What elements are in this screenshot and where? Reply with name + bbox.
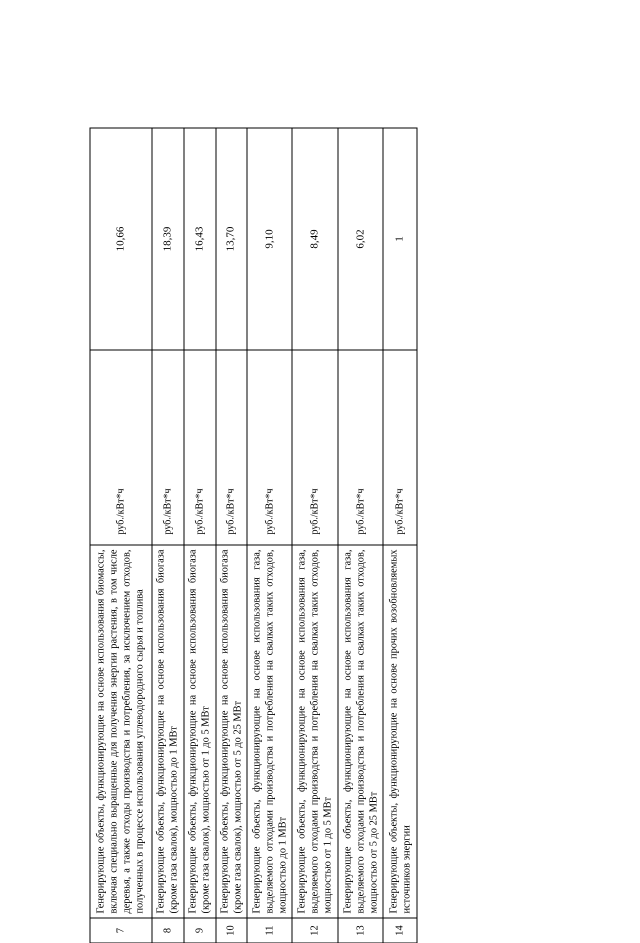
table-row <box>152 128 184 943</box>
row-number: 12 <box>292 918 337 943</box>
row-value: 10,66 <box>90 128 152 350</box>
table-row <box>184 128 215 943</box>
row-description: Генерирующие объекты, функционирующие на основе использования биомассы, включая специально выращенные для получения энергии растения, в том числе деревья, а также отходы производства и потребления, за исключением отходов, полученных в процессе использования углеводородного сырья и топлива <box>90 545 152 918</box>
row-number: 14 <box>383 918 417 943</box>
row-number: 7 <box>90 918 152 943</box>
table-row <box>292 128 337 943</box>
table-row <box>90 128 152 943</box>
row-description: Генерирующие объекты, функционирующие на основе использования газа, выделяемого отходами производства и потребления на свалках таких отходов, мощностью от 1 до 5 МВт <box>292 545 337 918</box>
row-description: Генерирующие объекты, функционирующие на основе использования биогаза (кроме газа свалок), мощностью от 1 до 5 МВт <box>184 545 215 918</box>
row-description: Генерирующие объекты, функционирующие на основе использования биогаза (кроме газа свалок), мощностью от 5 до 25 МВт <box>216 545 247 918</box>
table-row <box>216 128 247 943</box>
row-value: 8,49 <box>292 128 337 350</box>
row-unit: руб./кВт*ч <box>338 350 383 545</box>
row-unit: руб./кВт*ч <box>292 350 337 545</box>
row-value: 13,70 <box>216 128 247 350</box>
row-number: 8 <box>152 918 184 943</box>
row-unit: руб./кВт*ч <box>383 350 417 545</box>
table-row <box>383 128 417 943</box>
row-value: 18,39 <box>152 128 184 350</box>
rotated-table-wrapper <box>90 158 418 943</box>
row-number: 10 <box>216 918 247 943</box>
row-description: Генерирующие объекты, функционирующие на основе прочих возобновляемых источников энергии <box>383 545 417 918</box>
row-unit: руб./кВт*ч <box>152 350 184 545</box>
row-unit: руб./кВт*ч <box>216 350 247 545</box>
row-description: Генерирующие объекты, функционирующие на основе использования газа, выделяемого отходами производства и потребления на свалках таких отходов, мощностью до 1 МВт <box>247 545 292 918</box>
row-description: Генерирующие объекты, функционирующие на основе использования биогаза (кроме газа свалок), мощностью до 1 МВт <box>152 545 184 918</box>
row-number: 13 <box>338 918 383 943</box>
tariff-table <box>90 127 418 943</box>
row-number: 9 <box>184 918 215 943</box>
row-unit: руб./кВт*ч <box>184 350 215 545</box>
row-description: Генерирующие объекты, функционирующие на основе использования газа, выделяемого отходами производства и потребления на свалках таких отходов, мощностью от 5 до 25 МВт <box>338 545 383 918</box>
row-value: 6,02 <box>338 128 383 350</box>
table-row <box>247 128 292 943</box>
row-unit: руб./кВт*ч <box>90 350 152 545</box>
table-row <box>338 128 383 943</box>
row-unit: руб./кВт*ч <box>247 350 292 545</box>
row-value: 16,43 <box>184 128 215 350</box>
row-value: 1 <box>383 128 417 350</box>
row-number: 11 <box>247 918 292 943</box>
row-value: 9,10 <box>247 128 292 350</box>
